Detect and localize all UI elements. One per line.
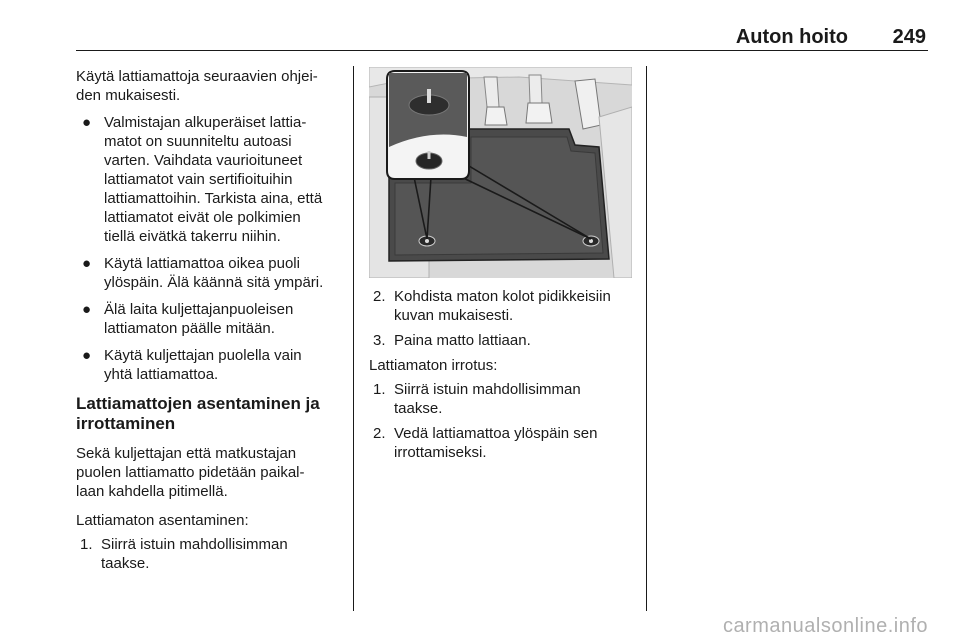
retainer-right-center [589,239,593,243]
page-number: 249 [892,26,926,48]
page-header [76,26,928,50]
list-item [76,346,340,384]
list-item [76,300,340,338]
floor-mat-illustration-svg [369,67,632,278]
bullet-icon: ● [82,114,92,131]
remove-steps [369,380,633,462]
bullet-text: Älä laita kuljettajanpuoleisen lattiamaton päälle mitään. [104,301,294,337]
list-item [369,287,633,325]
floor-mat-illustration [369,67,632,278]
step-number: 2. [373,288,386,305]
section-title: Auton hoito [735,26,848,48]
step-number: 3. [373,332,386,349]
step-text: Siirrä istuin mahdollisimman taakse. [101,536,288,572]
watermark: carmanualsonline.info [722,615,928,637]
step-text: Paina matto lattiaan. [394,332,531,349]
list-item [369,380,633,418]
column-left [76,67,340,579]
bullet-text: Valmistajan alkuperäiset lattia- matot on suunniteltu autoasi varten. Vaihdata vaurioituneet lattiamatot vain sertifioituihin lattiamattoihin. Tarkista aina, että lattiamatot eivät ole polkimien tiellä eivätkä takerru niihin. [104,114,323,245]
header-rule [76,50,928,51]
brake-pad [526,103,552,123]
list-item [369,331,633,350]
column-divider-right [646,66,647,611]
bullet-text: Käytä kuljettajan puolella vain yhtä lattiamattoa. [104,347,302,383]
install-steps-continued [369,287,633,350]
remove-label: Lattiamaton irrotus: [369,357,498,374]
step-text: Vedä lattiamattoa ylöspäin sen irrottamiseksi. [394,425,598,461]
clutch-pad [485,107,507,125]
step-number: 1. [373,381,386,398]
bullet-icon: ● [82,347,92,364]
intro-text: Käytä lattiamattoja seuraavien ohjei- den mukaisesti. [76,68,318,104]
step-number: 2. [373,425,386,442]
step-text: Siirrä istuin mahdollisimman taakse. [394,381,581,417]
bullet-icon: ● [82,255,92,272]
bullet-text: Käytä lattiamattoa oikea puoli ylöspäin. Älä käännä sitä ympäri. [104,255,324,291]
column-middle [369,287,633,468]
retainer-left-center [425,239,429,243]
list-item [76,113,340,246]
list-item [76,254,340,292]
column-divider-left [353,66,354,611]
inset-retainer-pin [427,89,431,103]
section-heading: Lattiamattojen asentaminen ja irrottaminen [76,394,320,433]
install-label: Lattiamaton asentaminen: [76,512,249,529]
list-item [76,535,340,573]
inset-retainer-bottom-pin [428,151,431,159]
body-paragraph: Sekä kuljettajan että matkustajan puolen lattiamatto pidetään paikal- laan kahdella pitimellä. [76,445,305,500]
clutch-pedal [484,77,499,107]
step-text: Kohdista maton kolot pidikkeisiin kuvan mukaisesti. [394,288,611,324]
install-steps [76,535,340,573]
bullet-icon: ● [82,301,92,318]
bullet-list [76,113,340,384]
brake-pedal [529,75,542,103]
list-item [369,424,633,462]
step-number: 1. [80,536,93,553]
